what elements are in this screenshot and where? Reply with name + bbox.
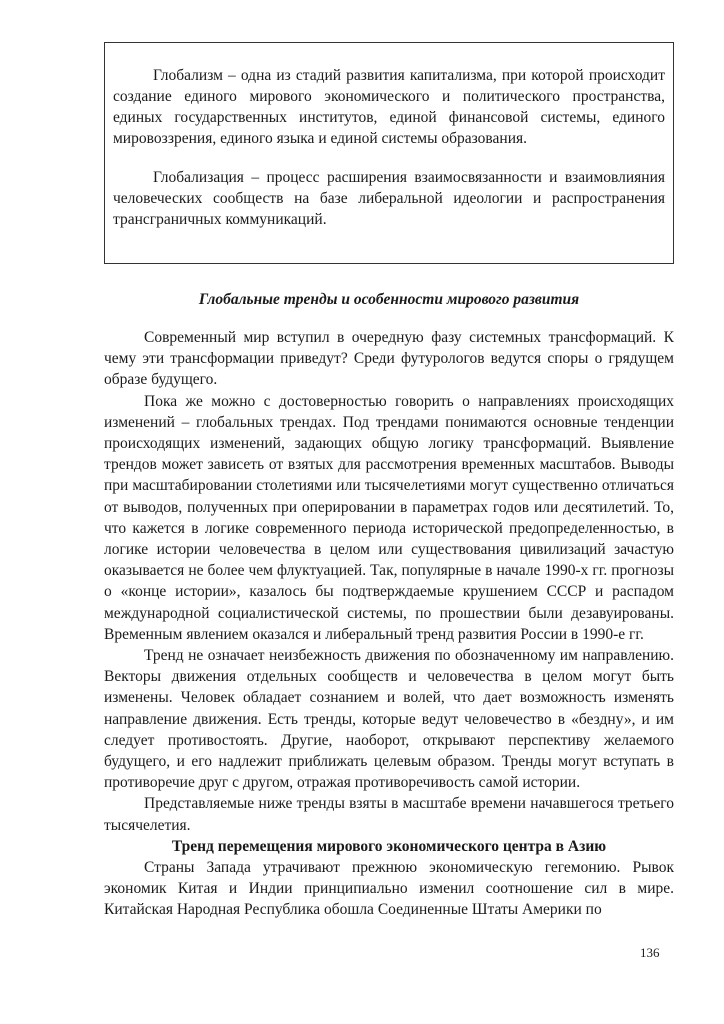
paragraph: Пока же можно с достоверностью говорить о направлениях происходящих изменений – глобальных трендах. Под трендами понимаются основные тенденции происходящих изменений, задающих общую логику трансформаций. Выявление трендов может зависеть от взятых для рассмотрения временных масштабов. Выводы при масштабировании столетиями или тысячелетиями могут существенно отличаться от выводов, полученных при оперировании в параметрах годов или десятилетий. То, что кажется в логике современного периода исторической предопределенностью, в логике истории человечества в целом или существования цивилизаций зачастую оказывается не более чем флуктуацией. Так, популярные в начале 1990-х гг. прогнозы о «конце истории», казалось бы подтверждаемые крушением СССР и распадом международной социалистической системы, по прошествии были дезавуированы. Временным явлением оказался и либеральный тренд развития России в 1990-е гг. [104, 392, 674, 643]
paragraph: Представляемые ниже тренды взяты в масштабе времени начавшегося третьего тысячелетия. [104, 795, 674, 834]
page-number: 136 [640, 945, 660, 960]
subheading: Тренд перемещения мирового экономического центра в Азию [171, 837, 607, 855]
paragraph: Современный мир вступил в очередную фазу системных трансформаций. К чему эти трансформации приведут? Среди футурологов ведутся споры о грядущем образе будущего. [104, 329, 674, 389]
section-title: Глобальные тренды и особенности мирового развития [198, 291, 580, 308]
paragraph: Страны Запада утрачивают прежнюю экономическую гегемонию. Рывок экономик Китая и Индии принципиально изменил соотношение сил в мире. Китайская Народная Республика обошла Соединенные Штаты Америки по [104, 859, 674, 919]
definition-globalism: Глобализм – одна из стадий развития капитализма, при которой происходит создание единого мирового экономического и политического пространства, единых государственных институтов, единой финансовой системы, единого мировоззрения, единого языка и единой системы образования. [113, 67, 665, 147]
definition-globalization: Глобализация – процесс расширения взаимосвязанности и взаимовлияния человеческих сообществ на базе либеральной идеологии и распространения трансграничных коммуникаций. [113, 169, 665, 228]
definitions-box [104, 42, 674, 264]
paragraph: Тренд не означает неизбежность движения по обозначенному им направлению. Векторы движения отдельных сообществ и человечества в целом могут быть изменены. Человек обладает сознанием и волей, что дает возможность изменять направление движения. Есть тренды, которые ведут человечество в «бездну», и им следует противостоять. Другие, наоборот, открывают перспективу желаемого будущего, и его надлежит приближать целевым образом. Тренды могут вступать в противоречие друг с другом, отражая противоречивость самой истории. [104, 647, 674, 792]
body-text [104, 327, 674, 921]
